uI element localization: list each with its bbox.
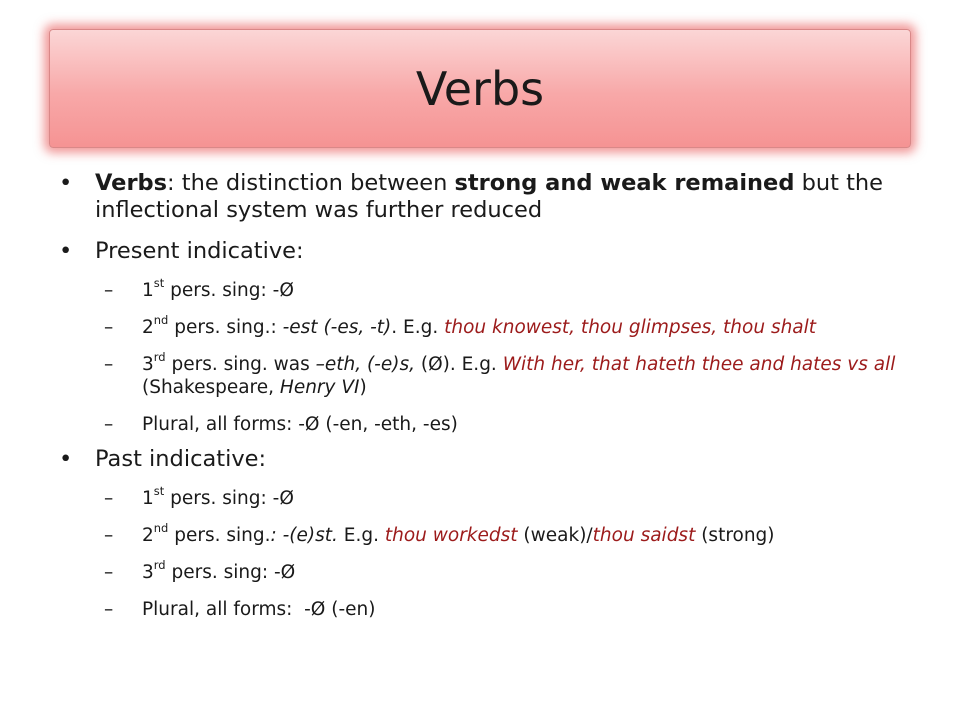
verbs-text-1: : the distinction between [167, 170, 455, 196]
item-text: pers. sing: -Ø [165, 562, 296, 583]
item-text: ) [359, 377, 367, 398]
item-text: pers. sing: -Ø [164, 488, 294, 509]
past-label: Past indicative: [95, 446, 267, 472]
ordinal-number: 3 [142, 562, 154, 583]
ordinal-suffix: nd [153, 521, 169, 536]
item-text: . E.g. [391, 317, 445, 338]
title-box [49, 29, 911, 148]
item-text: Plural, all forms: -Ø (-en) [142, 599, 376, 620]
item-text: (weak)/ [517, 525, 593, 546]
bullet-present-indicative [56, 238, 906, 265]
ordinal-suffix: rd [153, 558, 166, 573]
dash-icon: – [104, 599, 114, 620]
bullet-icon: • [59, 170, 73, 196]
present-item-4 [56, 413, 906, 436]
ending-form: -est (-es, -t) [282, 317, 392, 338]
ordinal-number: 1 [142, 280, 154, 301]
present-item-2 [56, 313, 906, 339]
past-item-3 [56, 558, 906, 584]
item-text: E.g. [337, 525, 385, 546]
ending-form: –eth, (-e)s, [315, 354, 415, 375]
ordinal-suffix: st [153, 276, 165, 291]
slide-content [56, 170, 906, 635]
ordinal-suffix: rd [153, 350, 166, 365]
past-item-1 [56, 484, 906, 510]
past-item-4 [56, 598, 906, 621]
ordinal-number: 2 [142, 525, 154, 546]
ordinal-number: 1 [142, 488, 154, 509]
item-text: pers. sing: -Ø [164, 280, 294, 301]
dash-icon: – [104, 317, 114, 338]
bullet-past-indicative [56, 446, 906, 473]
verbs-bold: strong and weak remained [454, 170, 795, 196]
example-text: thou knowest, thou glimpses, thou shalt [444, 317, 817, 338]
ending-form: : -(e)st. [270, 525, 338, 546]
item-text: pers. sing.: [168, 317, 283, 338]
dash-icon: – [104, 488, 114, 509]
ordinal-number: 2 [142, 317, 154, 338]
item-text: pers. sing. was [165, 354, 316, 375]
work-title: Henry VI [279, 377, 360, 398]
bullet-icon: • [59, 238, 73, 264]
ordinal-suffix: nd [153, 313, 169, 328]
present-label: Present indicative: [95, 238, 304, 264]
dash-icon: – [104, 562, 114, 583]
dash-icon: – [104, 280, 114, 301]
ordinal-suffix: st [153, 484, 165, 499]
item-text: pers. sing. [168, 525, 271, 546]
past-item-2 [56, 521, 906, 547]
item-text: (Ø). E.g. [414, 354, 503, 375]
bullet-verbs [56, 170, 906, 224]
dash-icon: – [104, 354, 114, 375]
ordinal-number: 3 [142, 354, 154, 375]
dash-icon: – [104, 525, 114, 546]
example-text: thou saidst [592, 525, 696, 546]
verbs-text-2: but the inflectional system was further reduced [95, 170, 884, 223]
example-text: With her, that hateth thee and hates vs all [502, 354, 896, 375]
present-item-3 [56, 350, 906, 399]
item-text: (Shakespeare, [142, 377, 280, 398]
item-text: Plural, all forms: -Ø (-en, -eth, -es) [142, 414, 458, 435]
dash-icon: – [104, 414, 114, 435]
item-text: (strong) [695, 525, 775, 546]
slide-title: Verbs [415, 61, 545, 116]
bullet-icon: • [59, 446, 73, 472]
present-item-1 [56, 276, 906, 302]
verbs-lead: Verbs [95, 170, 168, 196]
example-text: thou workedst [384, 525, 518, 546]
